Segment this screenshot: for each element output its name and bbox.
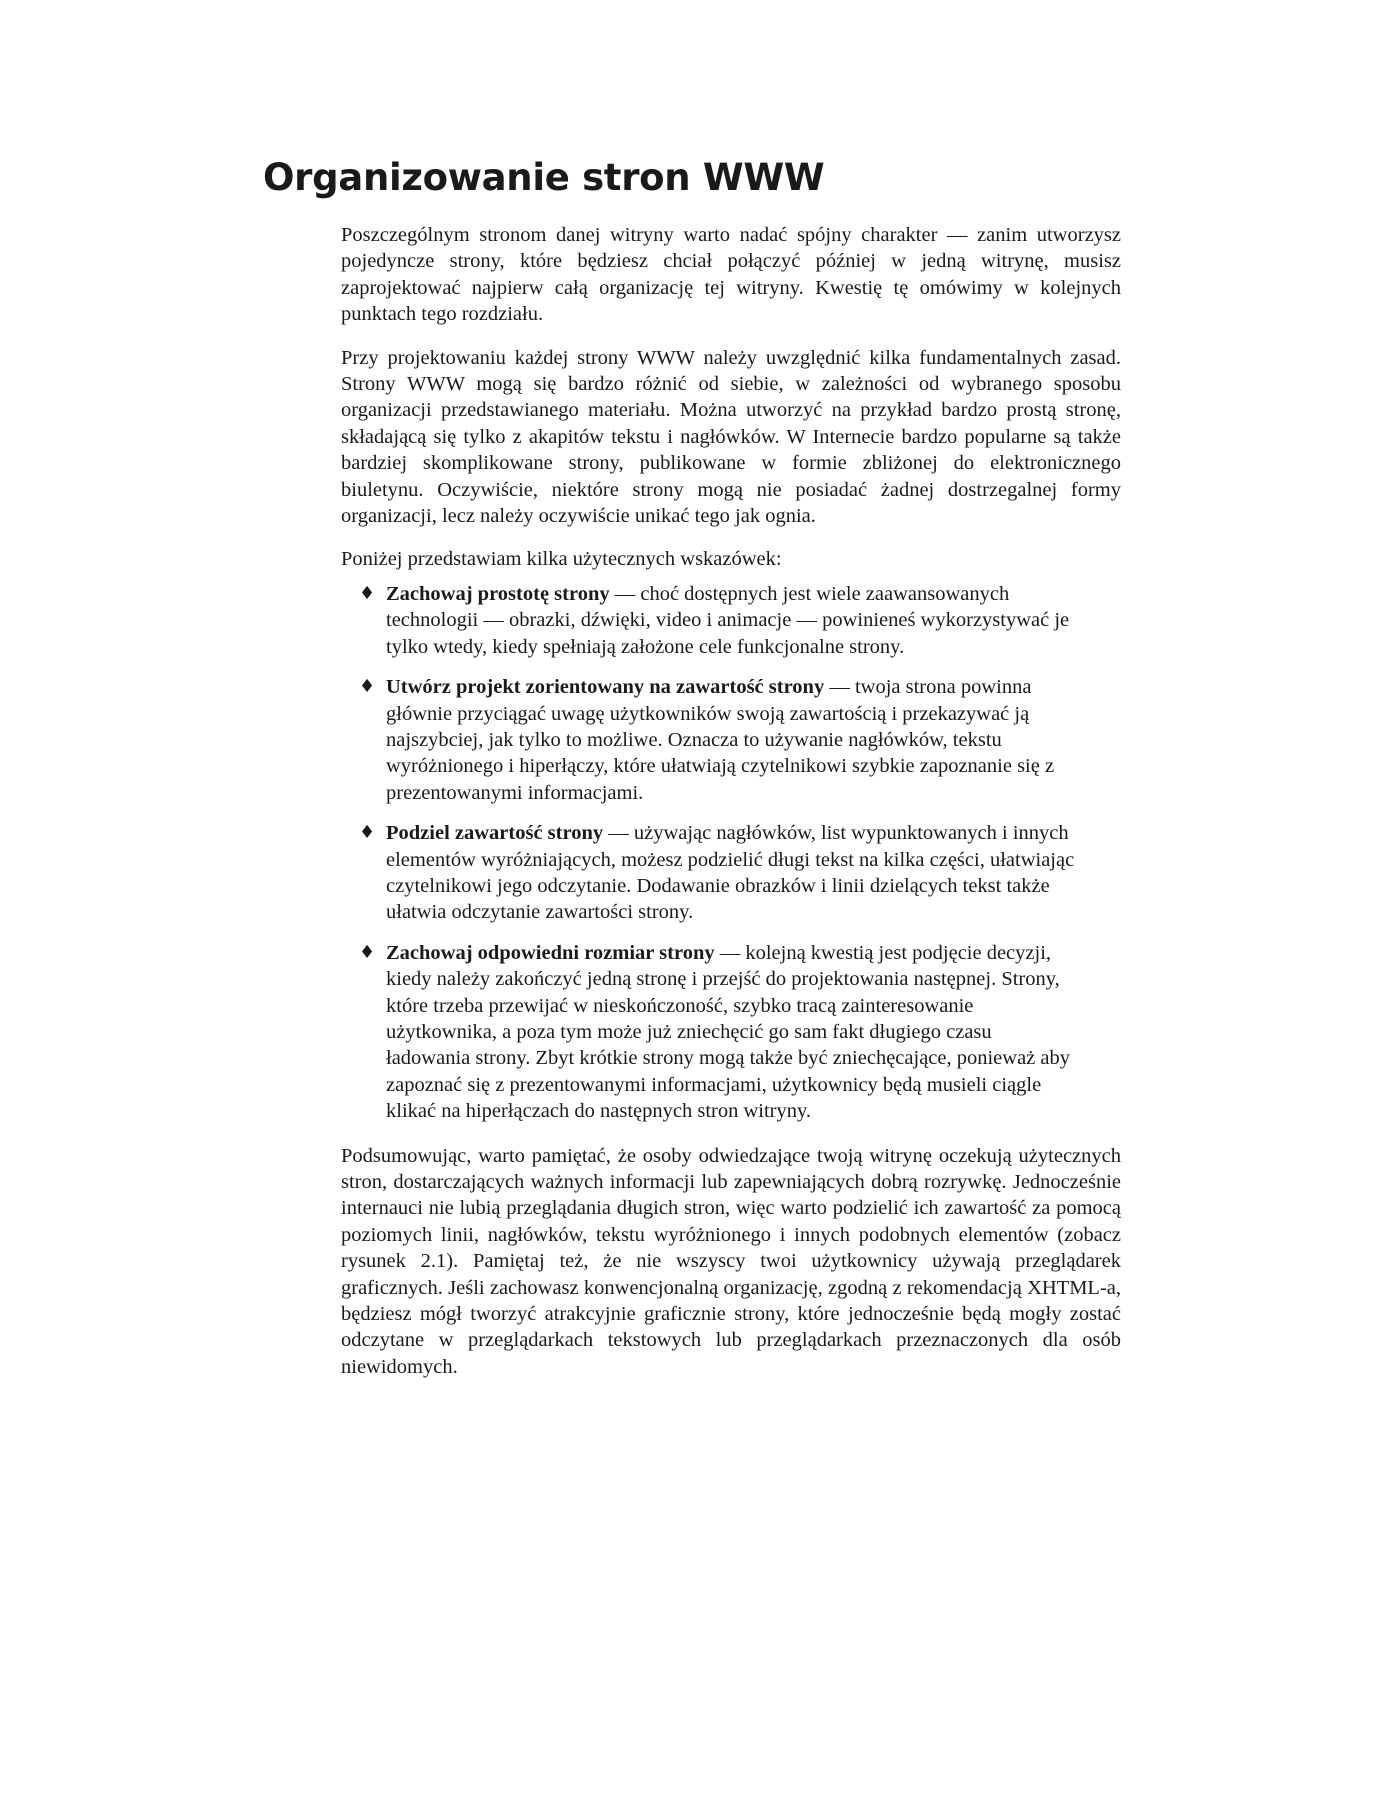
list-item-term: Utwórz projekt zorientowany na zawartość strony: [386, 676, 825, 699]
paragraph-tips-intro: Poniżej przedstawiam kilka użytecznych wskazówek:: [341, 548, 782, 571]
diamond-bullet-icon: ♦: [359, 582, 376, 604]
list-item: [359, 674, 1081, 806]
body-text: [341, 222, 1121, 1397]
list-item-text: — używając nagłówków, list wypunktowanych i innych elementów wyróżniających, możesz podzielić długi tekst na kilka części, ułatwiając czytelnikowi jego odczytanie. Dodawanie obrazków i linii dzielących tekst także ułatwia odczytanie zawartości strony.: [386, 822, 1075, 924]
list-item: [359, 940, 1081, 1125]
paragraph-intro: Poszczególnym stronom danej witryny warto nadać spójny charakter — zanim utworzysz pojedyncze strony, które będziesz chciał połączyć później w jedną witrynę, musisz zaprojektować najpierw całą organizację tej witryny. Kwestię tę omówimy w kolejnych punktach tego rozdziału.: [341, 224, 1121, 326]
list-item: [359, 820, 1081, 926]
list-item-term: Podziel zawartość strony: [386, 822, 604, 845]
diamond-bullet-icon: ♦: [359, 822, 376, 844]
tips-list: [341, 581, 1081, 1125]
diamond-bullet-icon: ♦: [359, 676, 376, 698]
paragraph-principles: Przy projektowaniu każdej strony WWW należy uwzględnić kilka fundamentalnych zasad. Strony WWW mogą się bardzo różnić od siebie, w zależności od wybranego sposobu organizacji przedstawianego materiału. Można utworzyć na przykład bardzo prostą stronę, składającą się tylko z akapitów tekstu i nagłówków. W Internecie bardzo popularne są także bardziej skomplikowane strony, publikowane w formie zbliżonej do elektronicznego biuletynu. Oczywiście, niektóre strony mogą nie posiadać żadnej dostrzegalnej formy organizacji, lecz należy oczywiście unikać tego jak ognia.: [341, 346, 1121, 528]
paragraph-summary: Podsumowując, warto pamiętać, że osoby odwiedzające twoją witrynę oczekują użytecznych stron, dostarczających ważnych informacji lub zapewniających dobrą rozrywkę. Jednocześnie internauci nie lubią przeglądania długich stron, więc warto podzielić ich zawartość za pomocą poziomych linii, nagłówków, tekstu wyróżnionego i innych podobnych elementów (zobacz rysunek 2.1). Pamiętaj też, że nie wszyscy twoi użytkownicy używają przeglądarek graficznych. Jeśli zachowasz konwencjonalną organizację, zgodną z rekomendacją XHTML-a, będziesz mógł tworzyć atrakcyjnie graficznie strony, które jednocześnie będą mogły zostać odczytane w przeglądarkach tekstowych lub przeglądarkach przeznaczonych dla osób niewidomych.: [341, 1144, 1121, 1378]
list-item-text: — choć dostępnych jest wiele zaawansowanych technologii — obrazki, dźwięki, video i animacje — powinieneś wykorzystywać je tylko wtedy, kiedy spełniają założone cele funkcjonalne strony.: [386, 582, 1070, 658]
list-item-term: Zachowaj prostotę strony: [386, 582, 610, 605]
list-item-term: Zachowaj odpowiedni rozmiar strony: [386, 941, 715, 964]
diamond-bullet-icon: ♦: [359, 941, 376, 963]
list-item-text: — kolejną kwestią jest podjęcie decyzji, kiedy należy zakończyć jedną stronę i przejść do projektowania następnej. Strony, które trzeba przewijać w nieskończoność, szybko tracą zainteresowanie użytkownika, a poza tym może już zniechęcić go sam fakt długiego czasu ładowania strony. Zbyt krótkie strony mogą także być zniechęcające, ponieważ aby zapoznać się z prezentowanymi informacjami, użytkownicy będą musieli ciągle klikać na hiperłączach do następnych stron witryny.: [386, 941, 1071, 1123]
list-item-text: — twoja strona powinna głównie przyciągać uwagę użytkowników swoją zawartością i przekazywać ją najszybciej, jak tylko to możliwe. Oznacza to używanie nagłówków, tekstu wyróżnionego i hiperłączy, które ułatwiają czytelnikowi szybkie zapoznanie się z prezentowanymi informacjami.: [386, 676, 1055, 804]
page-title: Organizowanie stron WWW: [263, 156, 825, 199]
list-item: [359, 581, 1081, 660]
